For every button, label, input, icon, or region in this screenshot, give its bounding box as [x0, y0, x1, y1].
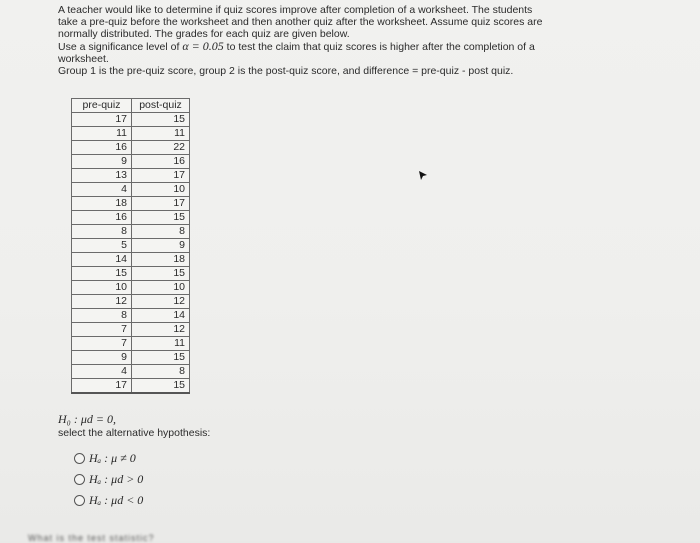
radio-button[interactable]	[74, 495, 85, 506]
option-not-equal[interactable]	[74, 451, 136, 466]
question-line-2: take a pre-quiz before the worksheet and then another quiz after the worksheet. Assume quiz scores are	[58, 16, 543, 28]
post-quiz-cell: 11	[132, 127, 190, 141]
pre-quiz-cell: 9	[72, 155, 132, 169]
table-row	[72, 155, 190, 169]
post-quiz-cell: 14	[132, 309, 190, 323]
question-line-1: A teacher would like to determine if quiz scores improve after completion of a worksheet. The students	[58, 4, 533, 16]
post-quiz-cell: 15	[132, 267, 190, 281]
question-line-5: worksheet.	[58, 53, 109, 65]
pre-quiz-cell: 16	[72, 211, 132, 225]
pre-quiz-cell: 8	[72, 225, 132, 239]
option-less-than[interactable]	[74, 493, 143, 508]
post-quiz-cell: 10	[132, 281, 190, 295]
pre-quiz-cell: 15	[72, 267, 132, 281]
pre-quiz-cell: 11	[72, 127, 132, 141]
table-row	[72, 225, 190, 239]
pre-quiz-cell: 12	[72, 295, 132, 309]
table-row	[72, 323, 190, 337]
pre-quiz-cell: 17	[72, 113, 132, 127]
post-quiz-cell: 8	[132, 365, 190, 379]
post-quiz-cell: 15	[132, 113, 190, 127]
table-row	[72, 113, 190, 127]
alternative-instruction: select the alternative hypothesis:	[58, 427, 211, 439]
post-quiz-cell: 15	[132, 379, 190, 394]
radio-button[interactable]	[74, 453, 85, 464]
post-quiz-cell: 18	[132, 253, 190, 267]
pre-quiz-cell: 16	[72, 141, 132, 155]
pre-quiz-cell: 4	[72, 365, 132, 379]
table-header-row	[72, 99, 190, 113]
pre-quiz-cell: 7	[72, 337, 132, 351]
table-row	[72, 351, 190, 365]
table-row	[72, 253, 190, 267]
post-quiz-cell: 12	[132, 295, 190, 309]
question-line-4	[58, 40, 578, 53]
next-question-cutoff: What is the test statistic?	[28, 533, 155, 543]
post-quiz-cell: 22	[132, 141, 190, 155]
pre-quiz-cell: 10	[72, 281, 132, 295]
table-row	[72, 239, 190, 253]
option-label: Hₐ : μd > 0	[89, 472, 144, 486]
table-row	[72, 211, 190, 225]
post-quiz-cell: 12	[132, 323, 190, 337]
table-row	[72, 365, 190, 379]
table-row	[72, 183, 190, 197]
alpha-value: α = 0.05	[182, 39, 224, 53]
pre-quiz-cell: 8	[72, 309, 132, 323]
post-quiz-cell: 8	[132, 225, 190, 239]
pre-quiz-cell: 18	[72, 197, 132, 211]
question-line-6: Group 1 is the pre-quiz score, group 2 is the post-quiz score, and difference = pre-quiz - post quiz.	[58, 65, 514, 77]
post-quiz-cell: 9	[132, 239, 190, 253]
table-row	[72, 141, 190, 155]
table-row	[72, 337, 190, 351]
radio-button[interactable]	[74, 474, 85, 485]
pre-quiz-cell: 7	[72, 323, 132, 337]
post-quiz-cell: 11	[132, 337, 190, 351]
header-pre-quiz: pre-quiz	[72, 99, 132, 113]
post-quiz-cell: 15	[132, 211, 190, 225]
pre-quiz-cell: 4	[72, 183, 132, 197]
option-greater-than[interactable]	[74, 472, 143, 487]
pre-quiz-cell: 17	[72, 379, 132, 394]
pre-quiz-cell: 13	[72, 169, 132, 183]
pre-quiz-cell: 5	[72, 239, 132, 253]
question-line-4-start: Use a significance level of	[58, 41, 183, 53]
table-row	[72, 295, 190, 309]
option-label: Hₐ : μd < 0	[89, 493, 144, 507]
table-row	[72, 379, 190, 394]
question-text	[58, 4, 578, 77]
quiz-scores-table	[71, 98, 190, 394]
post-quiz-cell: 16	[132, 155, 190, 169]
table-row	[72, 197, 190, 211]
table-row	[72, 309, 190, 323]
mouse-cursor-icon	[418, 170, 428, 182]
post-quiz-cell: 17	[132, 197, 190, 211]
header-post-quiz: post-quiz	[132, 99, 190, 113]
table-row	[72, 267, 190, 281]
table-row	[72, 127, 190, 141]
null-hypothesis: H₀ : μd = 0,	[58, 412, 116, 426]
question-line-3: normally distributed. The grades for each quiz are given below.	[58, 28, 350, 40]
pre-quiz-cell: 14	[72, 253, 132, 267]
table-row	[72, 281, 190, 295]
question-line-4-end: to test the claim that quiz scores is higher after the completion of a	[223, 41, 535, 53]
table-row	[72, 169, 190, 183]
post-quiz-cell: 17	[132, 169, 190, 183]
post-quiz-cell: 15	[132, 351, 190, 365]
option-label: Hₐ : μ ≠ 0	[89, 451, 136, 465]
post-quiz-cell: 10	[132, 183, 190, 197]
pre-quiz-cell: 9	[72, 351, 132, 365]
